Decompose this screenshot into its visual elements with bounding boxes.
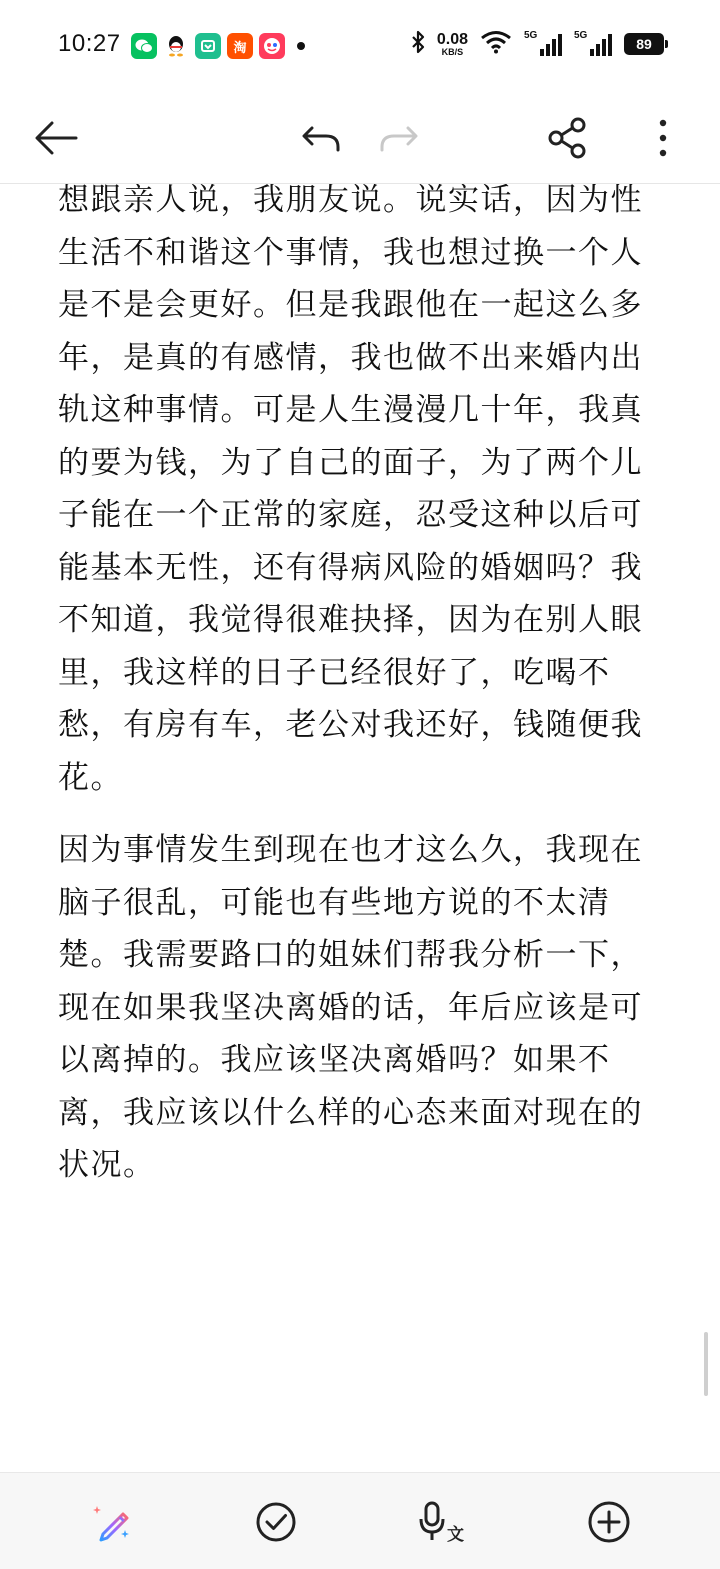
cellular-signal-2 bbox=[574, 32, 612, 56]
plus-circle-icon bbox=[587, 1500, 631, 1544]
status-bar bbox=[0, 0, 720, 92]
signal-label: 5G bbox=[574, 30, 588, 41]
qq-icon bbox=[163, 33, 189, 59]
wifi-icon bbox=[480, 30, 512, 58]
mic-text-icon bbox=[418, 1500, 468, 1544]
more-vertical-icon bbox=[657, 118, 669, 158]
share-button[interactable] bbox=[537, 108, 597, 168]
share-icon bbox=[545, 116, 589, 160]
status-time: 10:27 bbox=[58, 30, 121, 57]
network-speed-unit: KB/S bbox=[441, 46, 464, 57]
network-speed-value: 0.08 bbox=[436, 30, 468, 48]
status-indicators bbox=[411, 30, 664, 58]
more-options-button[interactable] bbox=[633, 108, 693, 168]
note-paragraph: 因为事情发生到现在也才这么久，我现在脑子很乱，可能也有些地方说的不太清楚。我需要路口的姐妹们帮我分析一下，现在如果我坚决离婚的话，年后应该是可以离掉的。我应该坚决离婚吗？如果不离，我应该以什么样的心态来面对现在的状况。 bbox=[58, 832, 643, 1183]
editor-toolbar bbox=[0, 92, 720, 184]
app-pink-icon bbox=[259, 33, 285, 59]
svg-text:文: 文 bbox=[447, 1525, 464, 1544]
scrollbar[interactable] bbox=[704, 1332, 708, 1396]
battery-indicator bbox=[624, 33, 664, 55]
network-speed bbox=[437, 32, 468, 57]
undo-icon bbox=[300, 120, 344, 156]
redo-button[interactable] bbox=[368, 108, 428, 168]
ai-writing-button[interactable] bbox=[86, 1497, 136, 1547]
ai-pen-icon bbox=[89, 1500, 133, 1544]
battery-level: 89 bbox=[636, 36, 652, 52]
wechat-icon bbox=[131, 33, 157, 59]
add-button[interactable] bbox=[584, 1497, 634, 1547]
app-green-icon bbox=[195, 33, 221, 59]
bottom-action-bar bbox=[0, 1472, 720, 1569]
checklist-button[interactable] bbox=[251, 1497, 301, 1547]
bluetooth-icon bbox=[411, 30, 425, 58]
check-circle-icon bbox=[255, 1501, 297, 1543]
note-paragraph: 想跟亲人说，我朋友说。说实话，因为性生活不和谐这个事情，我也想过换一个人是不是会更好。但是我跟他在一起这么多年，是真的有感情，我也做不出来婚内出轨这种事情。可是人生漫漫几十年，我真的要为钱，为了自己的面子，为了两个儿子能在一个正常的家庭，忍受这种以后可能基本无性，还有得病风险的婚姻吗？我不知道，我觉得很难抉择，因为在别人眼里，我这样的日子已经很好了，吃喝不愁，有房有车，老公对我还好，钱随便我花。 bbox=[58, 184, 643, 796]
undo-button[interactable] bbox=[292, 108, 352, 168]
more-notifications-dot bbox=[297, 42, 305, 50]
cellular-signal-1 bbox=[524, 32, 562, 56]
arrow-left-icon bbox=[32, 118, 80, 158]
signal-label: 5G bbox=[524, 30, 538, 41]
redo-icon bbox=[376, 120, 420, 156]
voice-to-text-button[interactable] bbox=[418, 1497, 468, 1547]
note-content[interactable] bbox=[58, 184, 670, 1470]
back-button[interactable] bbox=[26, 108, 86, 168]
notification-app-icons bbox=[131, 33, 305, 59]
taobao-icon: 淘 bbox=[227, 33, 253, 59]
